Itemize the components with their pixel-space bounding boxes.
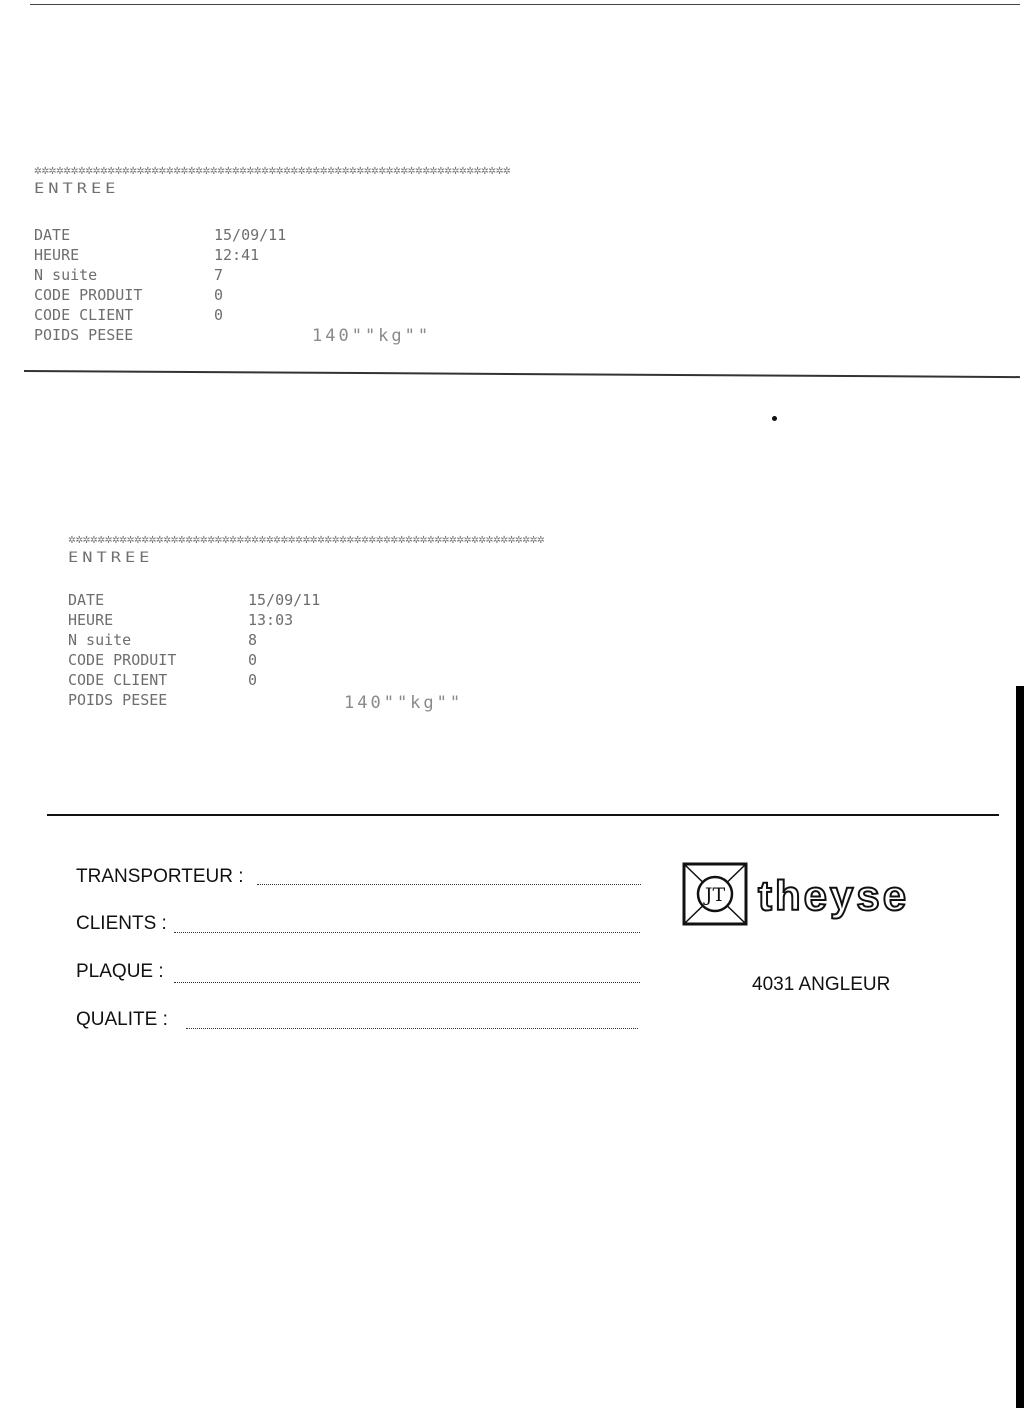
company-logo xyxy=(682,862,982,932)
ticket-2-code-produit-value: 0 xyxy=(248,651,258,669)
ticket-1-code-client-value: 0 xyxy=(214,306,224,324)
ticket-2-date-value: 15/09/11 xyxy=(248,591,321,609)
ticket-1-poids-label: POIDS PESEE xyxy=(34,326,134,344)
ticket-2-date-label: DATE xyxy=(68,591,105,609)
ticket-2-suite-value: 8 xyxy=(248,631,258,649)
ticket-2-code-client-label: CODE CLIENT xyxy=(68,671,168,689)
ticket-1-date-label: DATE xyxy=(34,226,71,244)
ticket-1-suite-label: N suite xyxy=(34,266,98,284)
ticket-1-stars: ✲✲✲✲✲✲✲✲✲✲✲✲✲✲✲✲✲✲✲✲✲✲✲✲✲✲✲✲✲✲✲✲✲✲✲✲✲✲✲✲✲✲✲✲✲✲✲✲✲✲✲✲✲✲✲✲✲✲✲✲✲✲✲✲✲ xyxy=(34,163,511,178)
ticket-1-title: ENTREE xyxy=(34,180,120,197)
plaque-field-line[interactable] xyxy=(174,982,640,983)
top-edge-line xyxy=(30,4,1020,5)
ticket-1-code-produit-value: 0 xyxy=(214,286,224,304)
ticket-2-heure-value: 13:03 xyxy=(248,611,294,629)
ticket-1-date-value: 15/09/11 xyxy=(214,226,287,244)
ticket-1-heure-value: 12:41 xyxy=(214,246,260,264)
transporteur-field-line[interactable] xyxy=(257,884,641,885)
qualite-label: QUALITE : xyxy=(76,1009,168,1030)
ticket-2-stars: ✲✲✲✲✲✲✲✲✲✲✲✲✲✲✲✲✲✲✲✲✲✲✲✲✲✲✲✲✲✲✲✲✲✲✲✲✲✲✲✲✲✲✲✲✲✲✲✲✲✲✲✲✲✲✲✲✲✲✲✲✲✲✲✲✲ xyxy=(68,532,545,547)
company-logo-graphic xyxy=(682,862,982,932)
ticket-2-code-produit-label: CODE PRODUIT xyxy=(68,651,177,669)
ticket-1 xyxy=(34,162,914,352)
ticket-1-code-client-label: CODE CLIENT xyxy=(34,306,134,324)
ticket-2-title: ENTREE xyxy=(68,549,154,566)
ticket-1-suite-value: 7 xyxy=(214,266,224,284)
transporteur-label: TRANSPORTEUR : xyxy=(76,866,244,887)
tear-line-1 xyxy=(24,370,1020,378)
clients-field-line[interactable] xyxy=(174,932,640,933)
ticket-1-heure-label: HEURE xyxy=(34,246,80,264)
form-divider-line xyxy=(47,814,999,816)
logo-letters: JT xyxy=(704,884,726,906)
ticket-2-poids-label: POIDS PESEE xyxy=(68,691,168,709)
ink-speck xyxy=(772,416,777,421)
ticket-2-weight: 140""kg"" xyxy=(344,693,464,713)
ticket-1-weight: 140""kg"" xyxy=(312,326,432,346)
ticket-2-heure-label: HEURE xyxy=(68,611,114,629)
right-edge-bar xyxy=(1016,686,1024,1408)
ticket-2-suite-label: N suite xyxy=(68,631,132,649)
ticket-2-code-client-value: 0 xyxy=(248,671,258,689)
qualite-field-line[interactable] xyxy=(186,1028,638,1029)
ticket-2 xyxy=(68,531,948,721)
company-name: theyse xyxy=(758,872,910,919)
plaque-label: PLAQUE : xyxy=(76,961,164,982)
ticket-1-code-produit-label: CODE PRODUIT xyxy=(34,286,143,304)
clients-label: CLIENTS : xyxy=(76,913,167,934)
company-address: 4031 ANGLEUR xyxy=(752,974,891,995)
